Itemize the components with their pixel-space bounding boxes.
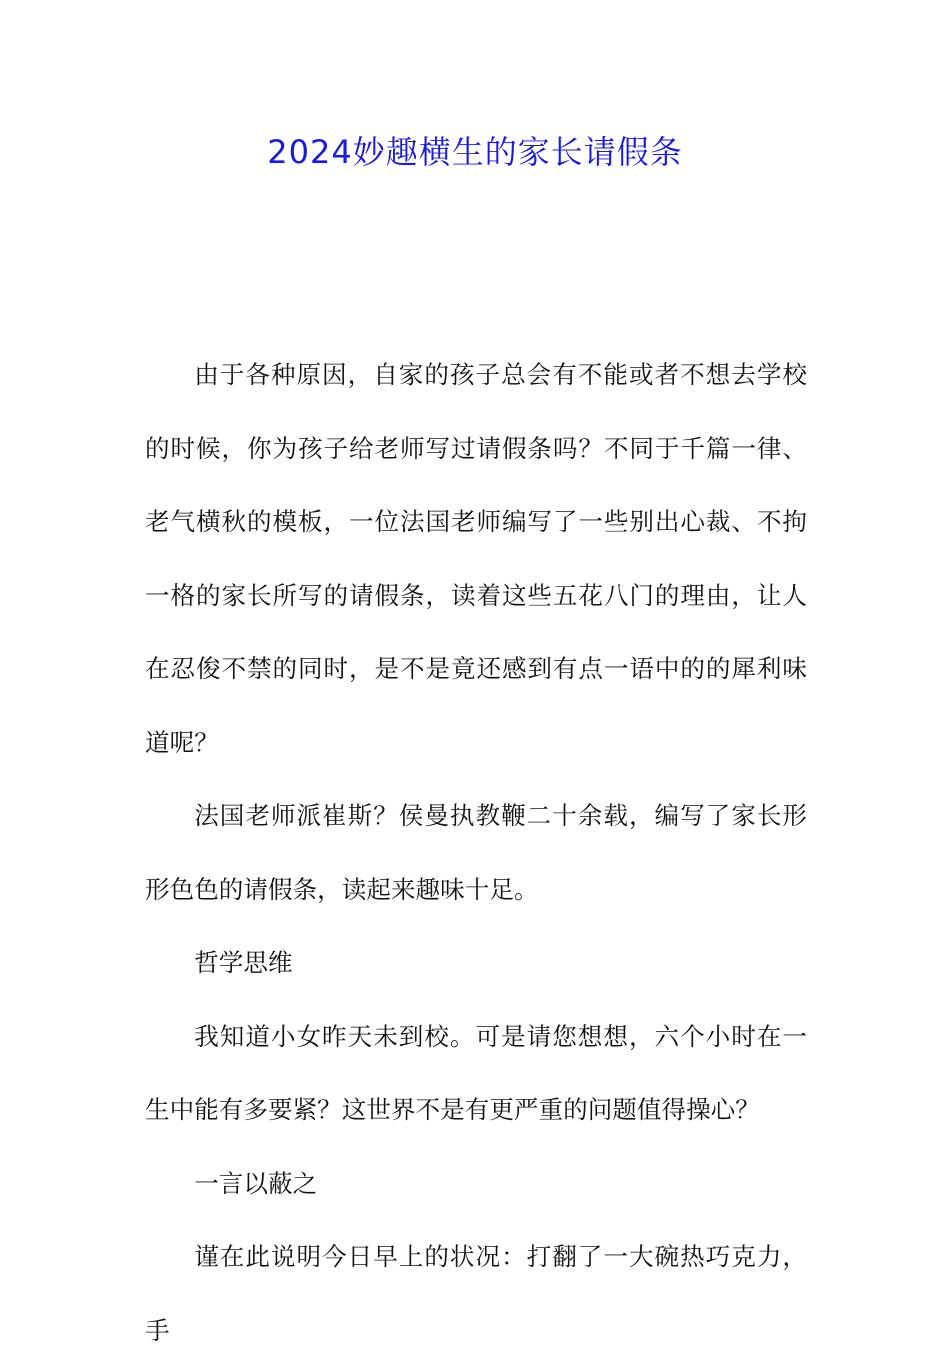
paragraph-philosophy: 我知道小女昨天未到校。可是请您想想，六个小时在一生中能有多要紧？这世界不是有更严重的问题值得操心？	[145, 1021, 807, 1124]
document-body	[145, 338, 807, 1367]
paragraph-summary: 谨在此说明今日早上的状况：打翻了一大碗热巧克力，手	[145, 1242, 807, 1345]
paragraph-intro: 由于各种原因，自家的孩子总会有不能或者不想去学校的时候，你为孩子给老师写过请假条吗？不同于千篇一律、老气横秋的模板，一位法国老师编写了一些别出心裁、不拘一格的家长所写的请假条，读着这些五花八门的理由，让人在忍俊不禁的同时，是不是竟还感到有点一语中的的犀利味道呢？	[145, 360, 807, 757]
section-heading-summary: 一言以蔽之	[194, 1168, 318, 1198]
paragraph-teacher: 法国老师派崔斯？侯曼执教鞭二十余载，编写了家长形形色色的请假条，读起来趣味十足。	[145, 801, 807, 904]
document-title: 2024妙趣横生的家长请假条	[267, 133, 683, 171]
section-heading-philosophy: 哲学思维	[194, 948, 293, 977]
